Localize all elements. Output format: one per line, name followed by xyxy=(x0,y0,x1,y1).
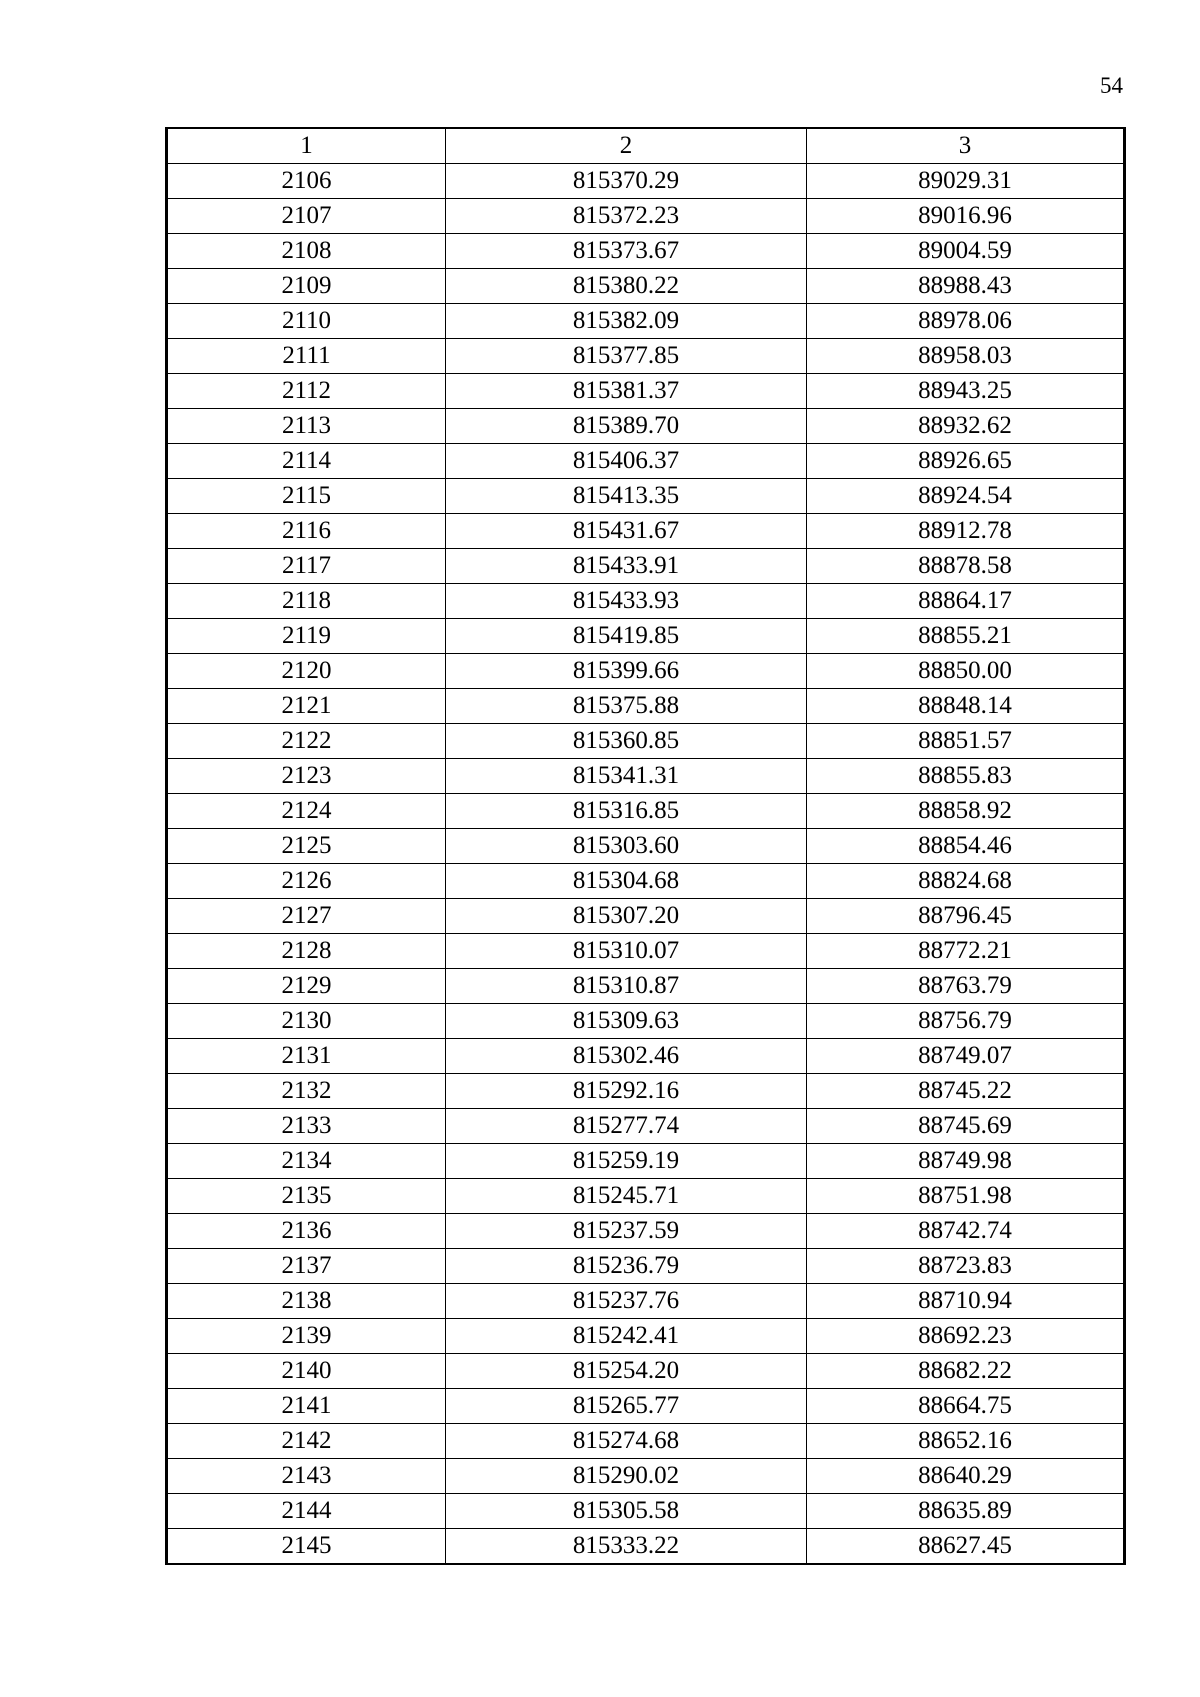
x-coordinate-cell: 815413.35 xyxy=(446,479,807,514)
x-coordinate-cell: 815399.66 xyxy=(446,654,807,689)
table-row xyxy=(167,1354,1125,1389)
point-number-cell: 2124 xyxy=(167,794,446,829)
y-coordinate-cell: 88912.78 xyxy=(807,514,1125,549)
table-row xyxy=(167,444,1125,479)
point-number-cell: 2127 xyxy=(167,899,446,934)
y-coordinate-cell: 88749.98 xyxy=(807,1144,1125,1179)
y-coordinate-cell: 88855.21 xyxy=(807,619,1125,654)
x-coordinate-cell: 815375.88 xyxy=(446,689,807,724)
x-coordinate-cell: 815277.74 xyxy=(446,1109,807,1144)
x-coordinate-cell: 815433.93 xyxy=(446,584,807,619)
point-number-cell: 2125 xyxy=(167,829,446,864)
table-row xyxy=(167,1179,1125,1214)
table-row xyxy=(167,1424,1125,1459)
table-row xyxy=(167,864,1125,899)
x-coordinate-cell: 815236.79 xyxy=(446,1249,807,1284)
table-row xyxy=(167,1249,1125,1284)
x-coordinate-cell: 815419.85 xyxy=(446,619,807,654)
y-coordinate-cell: 88855.83 xyxy=(807,759,1125,794)
y-coordinate-cell: 88850.00 xyxy=(807,654,1125,689)
y-coordinate-cell: 88988.43 xyxy=(807,269,1125,304)
point-number-cell: 2136 xyxy=(167,1214,446,1249)
table-row xyxy=(167,654,1125,689)
x-coordinate-cell: 815274.68 xyxy=(446,1424,807,1459)
point-number-cell: 2123 xyxy=(167,759,446,794)
x-coordinate-cell: 815304.68 xyxy=(446,864,807,899)
y-coordinate-cell: 88772.21 xyxy=(807,934,1125,969)
x-coordinate-cell: 815431.67 xyxy=(446,514,807,549)
y-coordinate-cell: 88858.92 xyxy=(807,794,1125,829)
y-coordinate-cell: 88627.45 xyxy=(807,1529,1125,1565)
table-row xyxy=(167,794,1125,829)
table-row xyxy=(167,479,1125,514)
table-row xyxy=(167,1284,1125,1319)
x-coordinate-cell: 815242.41 xyxy=(446,1319,807,1354)
table-row xyxy=(167,829,1125,864)
x-coordinate-cell: 815254.20 xyxy=(446,1354,807,1389)
x-coordinate-cell: 815373.67 xyxy=(446,234,807,269)
point-number-cell: 2144 xyxy=(167,1494,446,1529)
column-header-3: 3 xyxy=(807,128,1125,164)
x-coordinate-cell: 815310.07 xyxy=(446,934,807,969)
y-coordinate-cell: 88756.79 xyxy=(807,1004,1125,1039)
y-coordinate-cell: 88763.79 xyxy=(807,969,1125,1004)
y-coordinate-cell: 88682.22 xyxy=(807,1354,1125,1389)
table-row xyxy=(167,969,1125,1004)
table-row xyxy=(167,934,1125,969)
y-coordinate-cell: 88692.23 xyxy=(807,1319,1125,1354)
column-header-1: 1 xyxy=(167,128,446,164)
table-row xyxy=(167,1319,1125,1354)
table-row xyxy=(167,1039,1125,1074)
table-row xyxy=(167,514,1125,549)
table-row xyxy=(167,234,1125,269)
point-number-cell: 2121 xyxy=(167,689,446,724)
x-coordinate-cell: 815290.02 xyxy=(446,1459,807,1494)
table-row xyxy=(167,1459,1125,1494)
x-coordinate-cell: 815237.59 xyxy=(446,1214,807,1249)
y-coordinate-cell: 88932.62 xyxy=(807,409,1125,444)
y-coordinate-cell: 88924.54 xyxy=(807,479,1125,514)
y-coordinate-cell: 88640.29 xyxy=(807,1459,1125,1494)
point-number-cell: 2138 xyxy=(167,1284,446,1319)
point-number-cell: 2145 xyxy=(167,1529,446,1565)
table-header xyxy=(167,128,1125,164)
point-number-cell: 2116 xyxy=(167,514,446,549)
point-number-cell: 2130 xyxy=(167,1004,446,1039)
x-coordinate-cell: 815380.22 xyxy=(446,269,807,304)
y-coordinate-cell: 88943.25 xyxy=(807,374,1125,409)
point-number-cell: 2113 xyxy=(167,409,446,444)
x-coordinate-cell: 815245.71 xyxy=(446,1179,807,1214)
point-number-cell: 2135 xyxy=(167,1179,446,1214)
point-number-cell: 2111 xyxy=(167,339,446,374)
table-row xyxy=(167,1214,1125,1249)
y-coordinate-cell: 88635.89 xyxy=(807,1494,1125,1529)
point-number-cell: 2112 xyxy=(167,374,446,409)
y-coordinate-cell: 88978.06 xyxy=(807,304,1125,339)
y-coordinate-cell: 88664.75 xyxy=(807,1389,1125,1424)
table-row xyxy=(167,689,1125,724)
table-row xyxy=(167,269,1125,304)
point-number-cell: 2140 xyxy=(167,1354,446,1389)
table-row xyxy=(167,724,1125,759)
table-row xyxy=(167,339,1125,374)
y-coordinate-cell: 88958.03 xyxy=(807,339,1125,374)
table-row xyxy=(167,1389,1125,1424)
x-coordinate-cell: 815310.87 xyxy=(446,969,807,1004)
page-number: 54 xyxy=(1100,73,1123,98)
point-number-cell: 2120 xyxy=(167,654,446,689)
point-number-cell: 2117 xyxy=(167,549,446,584)
y-coordinate-cell: 89016.96 xyxy=(807,199,1125,234)
point-number-cell: 2126 xyxy=(167,864,446,899)
point-number-cell: 2139 xyxy=(167,1319,446,1354)
point-number-cell: 2106 xyxy=(167,164,446,199)
table-row xyxy=(167,899,1125,934)
y-coordinate-cell: 89004.59 xyxy=(807,234,1125,269)
point-number-cell: 2128 xyxy=(167,934,446,969)
y-coordinate-cell: 88926.65 xyxy=(807,444,1125,479)
point-number-cell: 2131 xyxy=(167,1039,446,1074)
y-coordinate-cell: 88851.57 xyxy=(807,724,1125,759)
x-coordinate-cell: 815381.37 xyxy=(446,374,807,409)
column-header-2: 2 xyxy=(446,128,807,164)
table-row xyxy=(167,584,1125,619)
table-row xyxy=(167,164,1125,199)
point-number-cell: 2141 xyxy=(167,1389,446,1424)
coordinates-table xyxy=(165,127,1126,1565)
y-coordinate-cell: 88751.98 xyxy=(807,1179,1125,1214)
point-number-cell: 2134 xyxy=(167,1144,446,1179)
y-coordinate-cell: 88864.17 xyxy=(807,584,1125,619)
point-number-cell: 2122 xyxy=(167,724,446,759)
x-coordinate-cell: 815360.85 xyxy=(446,724,807,759)
table-row xyxy=(167,1529,1125,1565)
x-coordinate-cell: 815406.37 xyxy=(446,444,807,479)
y-coordinate-cell: 88745.69 xyxy=(807,1109,1125,1144)
y-coordinate-cell: 88854.46 xyxy=(807,829,1125,864)
table-row xyxy=(167,1109,1125,1144)
x-coordinate-cell: 815372.23 xyxy=(446,199,807,234)
table-row xyxy=(167,1494,1125,1529)
point-number-cell: 2119 xyxy=(167,619,446,654)
point-number-cell: 2109 xyxy=(167,269,446,304)
table-row xyxy=(167,1074,1125,1109)
x-coordinate-cell: 815316.85 xyxy=(446,794,807,829)
point-number-cell: 2143 xyxy=(167,1459,446,1494)
y-coordinate-cell: 88848.14 xyxy=(807,689,1125,724)
x-coordinate-cell: 815292.16 xyxy=(446,1074,807,1109)
point-number-cell: 2108 xyxy=(167,234,446,269)
table-row xyxy=(167,1144,1125,1179)
y-coordinate-cell: 88749.07 xyxy=(807,1039,1125,1074)
point-number-cell: 2115 xyxy=(167,479,446,514)
x-coordinate-cell: 815333.22 xyxy=(446,1529,807,1565)
y-coordinate-cell: 88796.45 xyxy=(807,899,1125,934)
x-coordinate-cell: 815305.58 xyxy=(446,1494,807,1529)
y-coordinate-cell: 88742.74 xyxy=(807,1214,1125,1249)
x-coordinate-cell: 815259.19 xyxy=(446,1144,807,1179)
table-row xyxy=(167,304,1125,339)
x-coordinate-cell: 815377.85 xyxy=(446,339,807,374)
y-coordinate-cell: 88824.68 xyxy=(807,864,1125,899)
y-coordinate-cell: 88652.16 xyxy=(807,1424,1125,1459)
point-number-cell: 2132 xyxy=(167,1074,446,1109)
y-coordinate-cell: 89029.31 xyxy=(807,164,1125,199)
table-row xyxy=(167,549,1125,584)
x-coordinate-cell: 815302.46 xyxy=(446,1039,807,1074)
y-coordinate-cell: 88723.83 xyxy=(807,1249,1125,1284)
point-number-cell: 2107 xyxy=(167,199,446,234)
x-coordinate-cell: 815237.76 xyxy=(446,1284,807,1319)
point-number-cell: 2118 xyxy=(167,584,446,619)
table-row xyxy=(167,374,1125,409)
table-row xyxy=(167,199,1125,234)
point-number-cell: 2110 xyxy=(167,304,446,339)
table-row xyxy=(167,1004,1125,1039)
x-coordinate-cell: 815309.63 xyxy=(446,1004,807,1039)
point-number-cell: 2137 xyxy=(167,1249,446,1284)
x-coordinate-cell: 815370.29 xyxy=(446,164,807,199)
x-coordinate-cell: 815433.91 xyxy=(446,549,807,584)
y-coordinate-cell: 88745.22 xyxy=(807,1074,1125,1109)
y-coordinate-cell: 88710.94 xyxy=(807,1284,1125,1319)
x-coordinate-cell: 815303.60 xyxy=(446,829,807,864)
table-row xyxy=(167,619,1125,654)
table-row xyxy=(167,759,1125,794)
point-number-cell: 2129 xyxy=(167,969,446,1004)
point-number-cell: 2133 xyxy=(167,1109,446,1144)
y-coordinate-cell: 88878.58 xyxy=(807,549,1125,584)
table-body xyxy=(167,164,1125,1565)
x-coordinate-cell: 815389.70 xyxy=(446,409,807,444)
header-row xyxy=(167,128,1125,164)
x-coordinate-cell: 815265.77 xyxy=(446,1389,807,1424)
point-number-cell: 2114 xyxy=(167,444,446,479)
x-coordinate-cell: 815307.20 xyxy=(446,899,807,934)
point-number-cell: 2142 xyxy=(167,1424,446,1459)
x-coordinate-cell: 815341.31 xyxy=(446,759,807,794)
x-coordinate-cell: 815382.09 xyxy=(446,304,807,339)
table-row xyxy=(167,409,1125,444)
